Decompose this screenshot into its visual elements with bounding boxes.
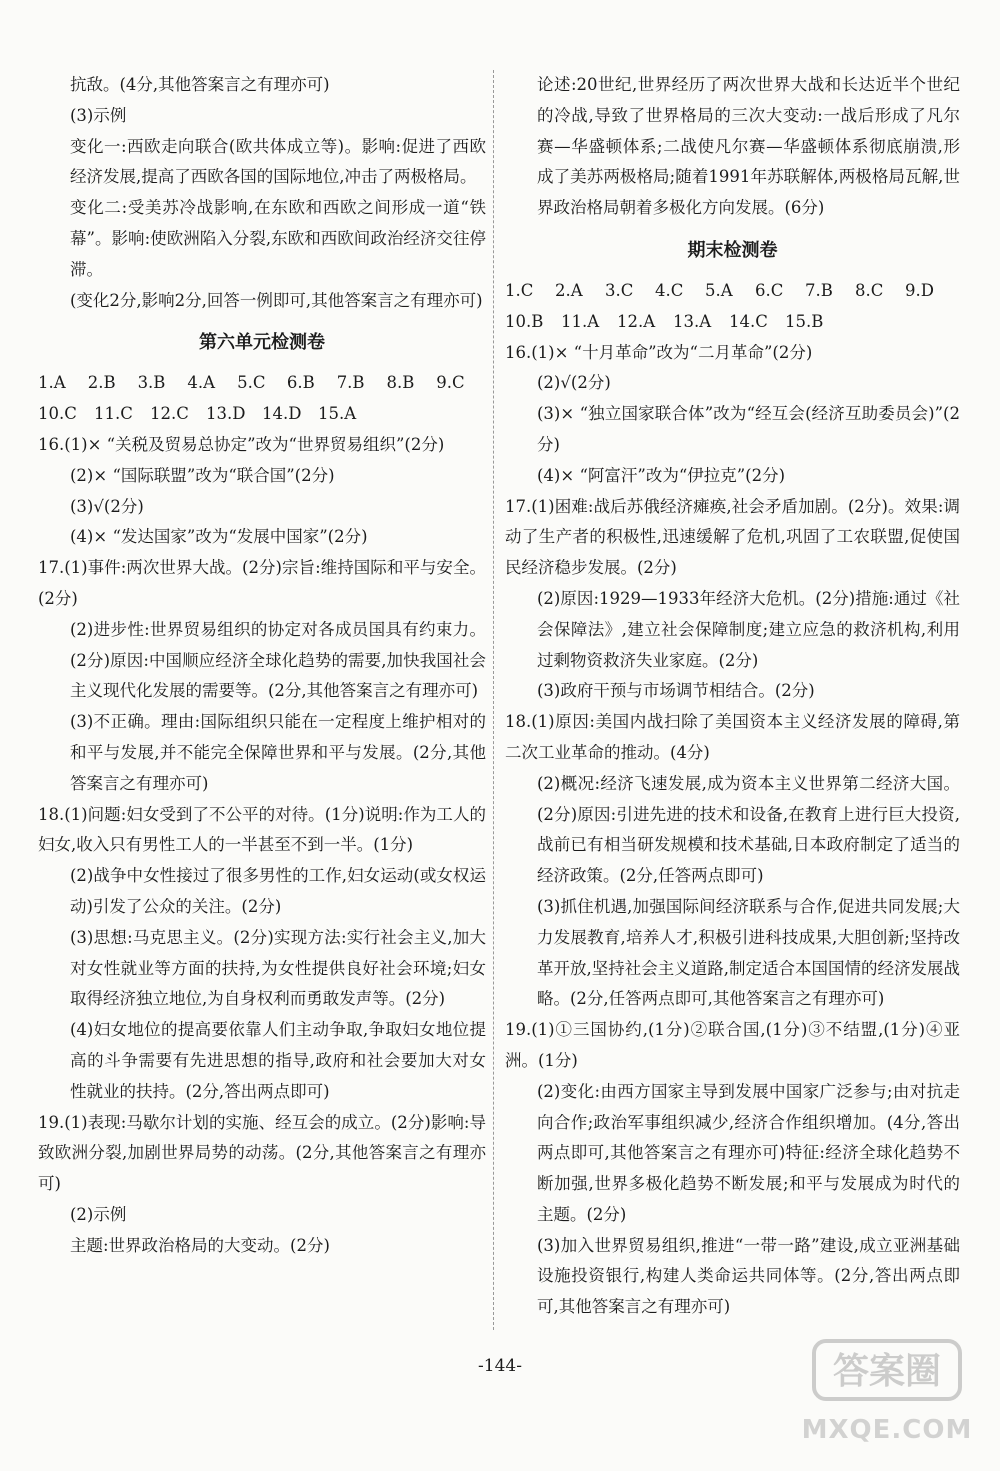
mc-answer: 10.B (505, 311, 544, 331)
mc-answer: 2.A (555, 280, 583, 300)
answer-paragraph: (2)概况:经济飞速发展,成为资本主义世界第二经济大国。(2分)原因:引进先进的技术和设备,在教育上进行巨大投资,战前已有相当研发规模和技术基础,日本政府制定了适当的经济政策。(2分,任答两点即可) (537, 773, 960, 886)
mc-answer: 1.A (38, 373, 66, 393)
mc-answer: 15.A (318, 404, 357, 424)
right-answers (505, 338, 960, 1324)
mc-answer: 14.C (729, 311, 768, 331)
answer-paragraph: 18.(1)原因:美国内战扫除了美国资本主义经济发展的障碍,第二次工业革命的推动。(4分) (505, 712, 960, 762)
answer-paragraph: 论述:20世纪,世界经历了两次世界大战和长达近半个世纪的冷战,导致了世界格局的三次大变动:一战后形成了凡尔赛—华盛顿体系;二战使凡尔赛—华盛顿体系彻底崩溃,形成了美苏两极格局;随着1991年苏联解体,两极格局瓦解,世界政治格局朝着多极化方向发展。(6分) (537, 75, 960, 218)
answer-paragraph: (变化2分,影响2分,回答一例即可,其他答案言之有理亦可) (70, 290, 483, 310)
left-answers (38, 430, 486, 1262)
page-number: -144- (478, 1356, 522, 1376)
mc-answer: 2.B (87, 373, 116, 393)
mc-answer: 10.C (38, 404, 77, 424)
answer-paragraph: 变化一:西欧走向联合(欧共体成立等)。影响:促进了西欧经济发展,提高了西欧各国的国际地位,冲击了两极格局。 (70, 136, 486, 187)
mc-answer: 15.B (785, 311, 824, 331)
watermark-site: MXQE.COM (801, 1415, 973, 1445)
mc-answers-row (38, 399, 486, 430)
mc-answers-row (505, 276, 960, 307)
mc-answer: 5.A (705, 280, 733, 300)
mc-answer: 4.C (655, 280, 684, 300)
mc-answer: 12.C (150, 404, 189, 424)
mc-answer: 6.B (286, 373, 315, 393)
answer-paragraph: (2)战争中女性接过了很多男性的工作,妇女运动(或女权运动)引发了公众的关注。(2分) (70, 866, 486, 916)
answer-paragraph: 18.(1)问题:妇女受到了不公平的对待。(1分)说明:作为工人的妇女,收入只有男性工人的一半甚至不到一半。(1分) (38, 804, 486, 855)
mc-answer: 8.C (855, 280, 884, 300)
answer-paragraph: 16.(1)× “关税及贸易总协定”改为“世界贸易组织”(2分) (38, 434, 445, 454)
mc-answer: 12.A (617, 311, 656, 331)
watermark-logo-text: 答案圈 (832, 1351, 942, 1392)
column-divider (493, 70, 494, 1330)
answer-paragraph: (3)政府干预与市场调节相结合。(2分) (537, 681, 815, 701)
mc-answer: 5.C (237, 373, 266, 393)
right-intro (505, 70, 960, 224)
answer-paragraph: 19.(1)①三国协约,(1分)②联合国,(1分)③不结盟,(1分)④亚洲。(1分) (505, 1020, 960, 1070)
section-title-unit6: 第六单元检测卷 (199, 332, 325, 354)
mc-answer: 3.C (605, 280, 634, 300)
answer-paragraph: 19.(1)表现:马歇尔计划的实施、经互会的成立。(2分)影响:导致欧洲分裂,加剧世界局势的动荡。(2分,其他答案言之有理亦可) (38, 1112, 486, 1194)
section-title-final: 期末检测卷 (687, 239, 778, 261)
answer-paragraph: (3)不正确。理由:国际组织只能在一定程度上维护相对的和平与发展,并不能完全保障世界和平与发展。(2分,其他答案言之有理亦可) (70, 712, 486, 793)
answer-paragraph: (3)示例 (70, 105, 127, 125)
mc-answers-row (38, 368, 486, 399)
mc-answer: 7.B (805, 280, 833, 300)
answer-paragraph: (4)× “发达国家”改为“发展中国家”(2分) (70, 527, 368, 547)
answer-paragraph: 17.(1)事件:两次世界大战。(2分)宗旨:维持国际和平与安全。(2分) (38, 558, 486, 608)
mc-answer: 11.A (561, 311, 600, 331)
mc-answer: 3.B (137, 373, 166, 393)
mc-answer: 1.C (505, 280, 534, 300)
mc-answer: 14.D (262, 404, 302, 424)
watermark-logo (792, 1335, 982, 1445)
mc-answer: 8.B (386, 373, 415, 393)
answer-paragraph: (2)变化:由西方国家主导到发展中国家广泛参与;由对抗走向合作;政治军事组织减少,经济合作组织增加。(4分,答出两点即可,其他答案言之有理亦可)特征:经济全球化趋势不断加强,世界多极化趋势不断发展;和平与发展成为时代的主题。(2分) (537, 1081, 960, 1224)
answer-paragraph: 16.(1)× “十月革命”改为“二月革命”(2分) (505, 342, 813, 362)
answer-paragraph: (3)思想:马克思主义。(2分)实现方法:实行社会主义,加大对女性就业等方面的扶持,为女性提供良好社会环境;妇女取得经济独立地位,为自身权利而勇敢发声等。(2分) (70, 927, 486, 1009)
answer-paragraph: (3)加入世界贸易组织,推进“一带一路”建设,成立亚洲基础设施投资银行,构建人类命运共同体等。(2分,答出两点即可,其他答案言之有理亦可) (537, 1235, 960, 1317)
mc-answer: 11.C (94, 404, 133, 424)
mc-answer: 6.C (755, 280, 784, 300)
mc-answers-row (505, 307, 960, 338)
mc-answer: 9.D (905, 280, 934, 300)
answer-paragraph: 17.(1)困难:战后苏俄经济瘫痪,社会矛盾加剧。(2分)。效果:调动了生产者的积极性,迅速缓解了危机,巩固了工农联盟,促使国民经济稳步发展。(2分) (505, 496, 960, 578)
answer-paragraph: (3)√(2分) (70, 496, 144, 516)
answer-paragraph: 抗敌。(4分,其他答案言之有理亦可) (70, 75, 330, 94)
answer-paragraph: (2)原因:1929—1933年经济大危机。(2分)措施:通过《社会保障法》,建立社会保障制度;建立应急的救济机构,利用过剩物资救济失业家庭。(2分) (537, 588, 960, 670)
watermark-mark-icon (810, 1335, 964, 1405)
answer-paragraph: (2)示例 (70, 1204, 127, 1224)
mc-answer: 13.A (673, 311, 712, 331)
answer-paragraph: (3)抓住机遇,加强国际间经济联系与合作,促进共同发展;大力发展教育,培养人才,积极引进科技成果,大胆创新;坚持改革开放,坚持社会主义道路,制定适合本国国情的经济发展战略。(2分,任答两点即可,其他答案言之有理亦可) (537, 896, 960, 1009)
left-intro (38, 70, 486, 316)
answer-paragraph: (2)√(2分) (537, 373, 611, 393)
mc-answer: 7.B (336, 373, 365, 393)
left-column (38, 70, 486, 1261)
answer-paragraph: (2)进步性:世界贸易组织的协定对各成员国具有约束力。(2分)原因:中国顺应经济全球化趋势的需要,加快我国社会主义现代化发展的需要等。(2分,其他答案言之有理亦可) (70, 619, 486, 701)
right-column (505, 70, 960, 1323)
answer-paragraph: (3)× “独立国家联合体”改为“经互会(经济互助委员会)”(2分) (537, 404, 960, 454)
mc-answer: 13.D (206, 404, 246, 424)
answer-paragraph: (4)妇女地位的提高要依靠人们主动争取,争取妇女地位提高的斗争需要有先进思想的指导,政府和社会要加大对女性就业的扶持。(2分,答出两点即可) (70, 1020, 486, 1101)
answer-paragraph: (2)× “国际联盟”改为“联合国”(2分) (70, 465, 335, 485)
answer-paragraph: (4)× “阿富汗”改为“伊拉克”(2分) (537, 465, 786, 485)
mc-answer: 9.C (436, 373, 465, 393)
mc-answer: 4.A (187, 373, 216, 393)
answer-paragraph: 主题:世界政治格局的大变动。(2分) (70, 1235, 330, 1255)
answer-paragraph: 变化二:受美苏冷战影响,在东欧和西欧之间形成一道“铁幕”。影响:使欧洲陷入分裂,东欧和西欧间政治经济交往停滞。 (70, 198, 486, 279)
